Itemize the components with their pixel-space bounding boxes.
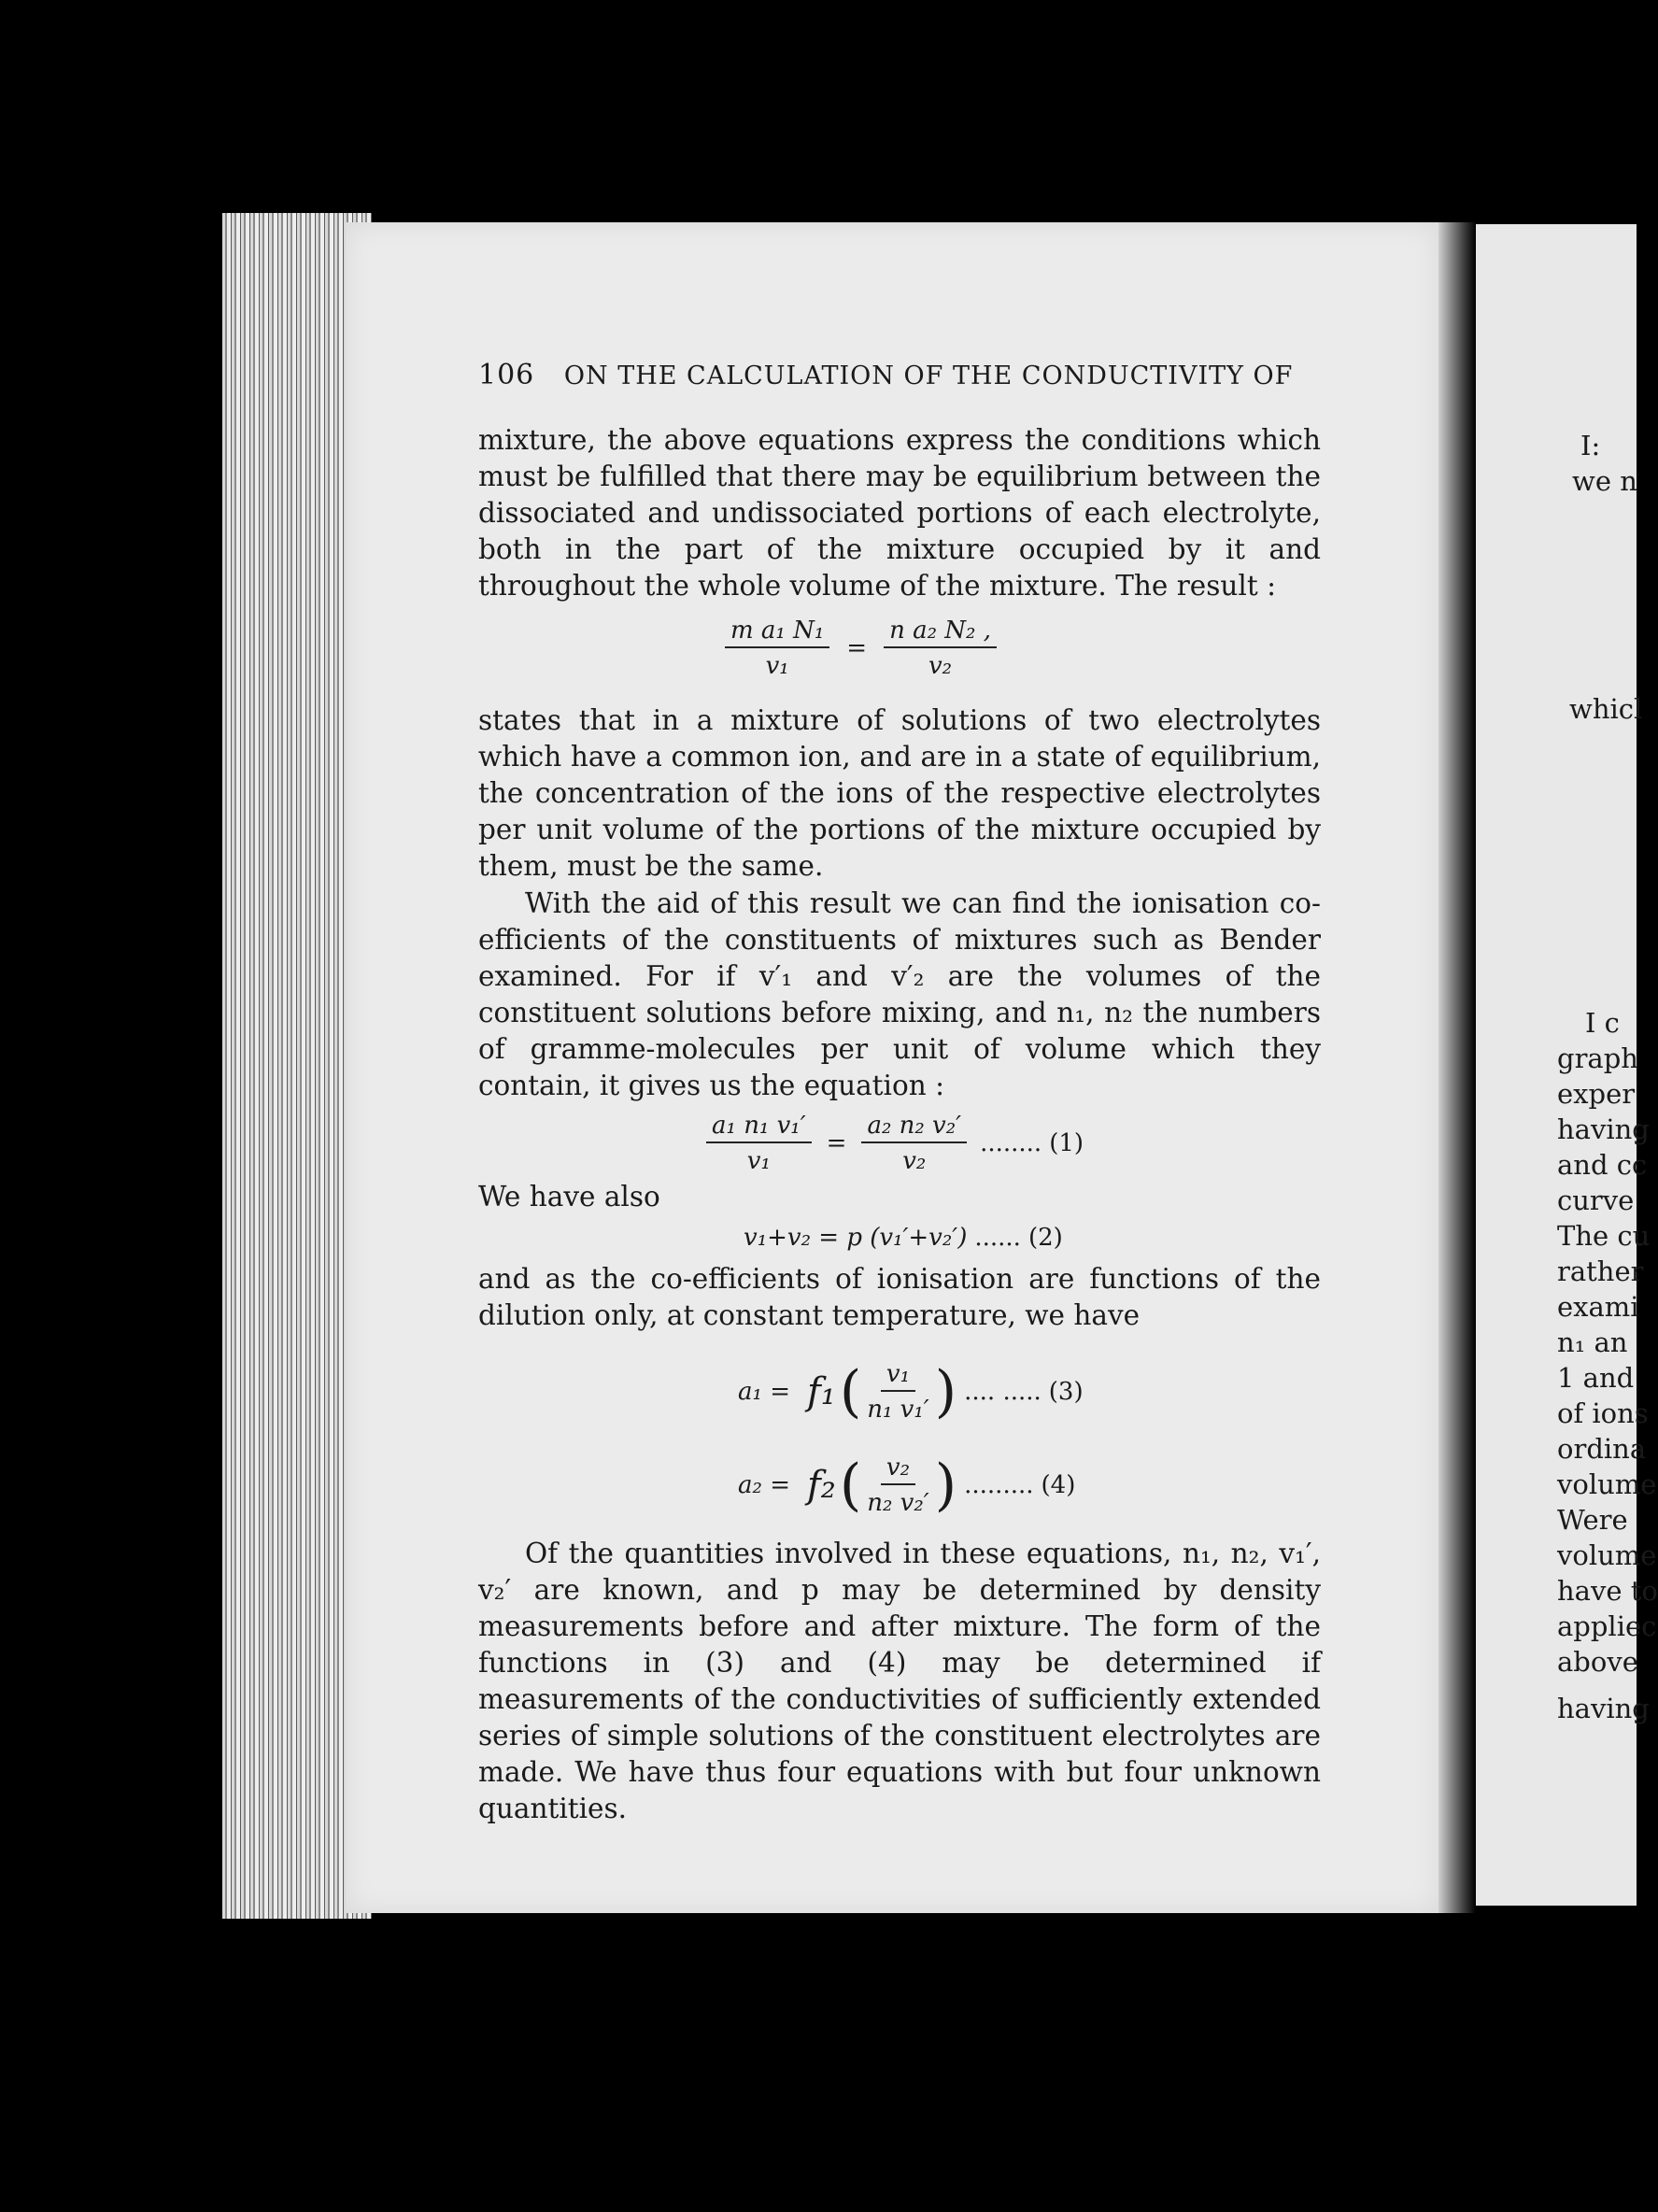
- facing-line: have to: [1557, 1575, 1658, 1607]
- facing-line: we n: [1572, 465, 1637, 497]
- eq-numerator: m a₁ N₁: [725, 617, 829, 648]
- eq-number: (4): [1041, 1471, 1076, 1499]
- facing-line: The cu: [1557, 1220, 1651, 1252]
- equation-result: $\frac{\text{m a₁ N₁}}{\text{v₁}}$ = $\frac{\text{n a₂ N₂ ,}}{\text{v₂}}$: [719, 617, 1002, 680]
- eq-function: f₂: [806, 1464, 836, 1507]
- paragraph-2: states that in a mixture of solutions of two electrolytes which have a common ion, and are in a state of equilibrium, the concentration of the ions of the respective electrolytes per unit volume of the portions of the mixture occupied by them, must be the same.: [478, 704, 1321, 882]
- equation-2: [744, 1224, 1063, 1252]
- facing-line: 1 and: [1557, 1362, 1635, 1394]
- facing-line: volume: [1557, 1539, 1657, 1571]
- eq-numerator: a₂ n₂ v₂′: [861, 1112, 967, 1143]
- facing-line: n₁ an: [1557, 1326, 1628, 1358]
- eq-denominator: v₁: [765, 652, 789, 680]
- running-title: ON THE CALCULATION OF THE CONDUCTIVITY OF: [563, 362, 1294, 390]
- eq-number: (3): [1048, 1378, 1084, 1406]
- facing-line: rather: [1557, 1255, 1644, 1287]
- facing-line: Were: [1557, 1504, 1628, 1536]
- facing-line: exami: [1557, 1291, 1639, 1323]
- eq-lhs: a₂ =: [738, 1471, 790, 1499]
- facing-line: of ions: [1557, 1397, 1649, 1429]
- paragraph-1: mixture, the above equations express the conditions which must be fulfilled that there may be equilibrium between the dissociated and undissociated portions of each electrolyte, both in the part of the mixture occupied by it and throughout the whole volume of the mixture. The result :: [478, 424, 1321, 602]
- eq-expression: v₁+v₂ = p (v₁′+v₂′): [744, 1224, 968, 1252]
- facing-line: having: [1557, 1693, 1650, 1724]
- eq-numerator: v₁: [881, 1360, 915, 1392]
- eq-numerator: a₁ n₁ v₁′: [706, 1112, 812, 1143]
- eq-number: (1): [1049, 1129, 1084, 1157]
- eq-numerator: v₂: [881, 1453, 915, 1485]
- equation-1: $\frac{\text{a₁ n₁ v₁′}}{\text{v₁}}$ = $\frac{\text{a₂ n₂ v₂′}}{\text{v₂}}$ ........ (1): [701, 1112, 1084, 1175]
- eq-number: (2): [1027, 1224, 1063, 1252]
- facing-line: appliec: [1557, 1610, 1657, 1642]
- we-have-also: We have also: [478, 1181, 660, 1212]
- equation-3: a₁ = f₁ ( $\frac{\text{v₁}}{\text{n₁ v₁′}}$ ) .... ..... (3): [738, 1359, 1084, 1425]
- equation-4: a₂ = f₂ ( $\frac{\text{v₂}}{\text{n₂ v₂′}}$ ) ......... (4): [738, 1453, 1076, 1518]
- paragraph-3: With the aid of this result we can find the ionisation co-efficients of the constituents of mixtures such as Bender examined. For if v′₁ and v′₂ are the volumes of the constituent solutions before mixing, and n₁, n₂ the numbers of gramme-molecules per unit of volume which they contain, it gives us the equation :: [478, 887, 1321, 1101]
- eq-dots: .........: [964, 1471, 1034, 1499]
- facing-line: whicl: [1569, 693, 1643, 725]
- facing-line: ordina: [1557, 1433, 1647, 1465]
- facing-line: I c: [1585, 1007, 1620, 1039]
- eq-denominator: v₂: [928, 652, 953, 680]
- eq-function: f₁: [806, 1370, 836, 1413]
- eq-lhs: a₁ =: [738, 1378, 790, 1406]
- facing-line: graph: [1557, 1042, 1638, 1074]
- book-gutter: [1438, 222, 1476, 1913]
- eq-dots: .... .....: [964, 1378, 1042, 1406]
- running-header: [478, 359, 1319, 391]
- eq-numerator: n a₂ N₂ ,: [884, 617, 997, 648]
- facing-page: [1476, 224, 1658, 1906]
- paragraph-5: Of the quantities involved in these equations, n₁, n₂, v₁′, v₂′ are known, and p may be determined by density measurements before and after mixture. The form of the functions in (3) and (4) may be determined if measurements of the conductivities of sufficiently extended series of simple solutions of the constituent electrolytes are made. We have thus four equations with but four unknown quantities.: [478, 1538, 1321, 1824]
- eq-denominator: v₂: [902, 1147, 927, 1175]
- facing-line: volume: [1557, 1468, 1657, 1500]
- facing-line: above: [1557, 1646, 1638, 1678]
- facing-line: exper: [1557, 1078, 1636, 1110]
- page-number: 106: [478, 359, 535, 391]
- facing-line: curve: [1557, 1184, 1635, 1216]
- facing-line: having: [1557, 1113, 1650, 1145]
- eq-dots: ......: [974, 1224, 1021, 1252]
- paragraph-4: and as the co-efficients of ionisation are functions of the dilution only, at constant temperature, we have: [478, 1263, 1321, 1331]
- facing-line: and cc: [1557, 1149, 1648, 1181]
- eq-denominator: n₂ v₂′: [867, 1489, 929, 1517]
- facing-line: I:: [1580, 430, 1601, 461]
- eq-denominator: n₁ v₁′: [867, 1396, 929, 1424]
- eq-dots: ........: [980, 1129, 1042, 1157]
- eq-denominator: v₁: [746, 1147, 771, 1175]
